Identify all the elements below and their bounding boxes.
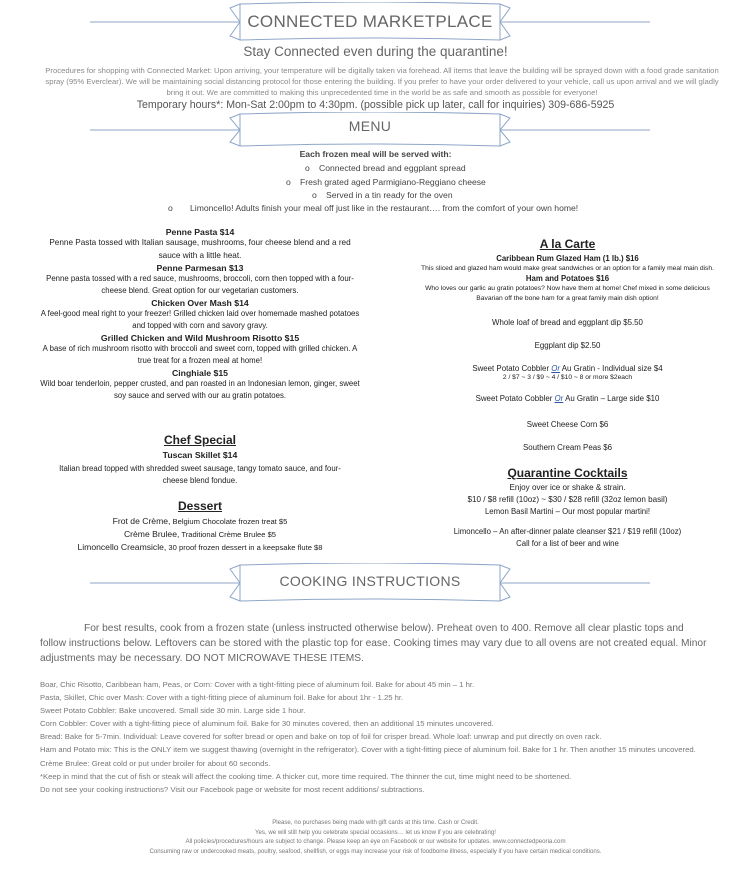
entree-name: Cinghiale $15 (171, 368, 228, 379)
alacarte-cobbler-large: Sweet Potato Cobbler Or Au Gratin – Large side $10 (475, 394, 660, 403)
procedures-text: Procedures for shopping with Connected Market: Upon arriving, your temperature will be digitally taken via forehead. All items that leave the building will be sprayed down with a food grade sanitation spray (95% Everclear). We will be maintaining social distancing protocol for those entering the building. If you prefer to have your order delivered to your vehicle, call us upon arrival and we will gladly bring it out. We are committed to making this unprecedented time in the world be as safe and smooth as possible for everyone! (45, 66, 719, 98)
cooking-banner (90, 563, 650, 603)
entree-name: Chicken Over Mash $14 (151, 298, 249, 309)
cooking-intro: For best results, cook from a frozen state (unless instructed otherwise below). Preheat oven to 400. Remove all clear plastic tops and follow instructions below. Leftovers can be stored with the plastic top for ease. Cooking times may vary due to all ovens are not created equal. Minor adjustments may be necessary. DO NOT MICROWAVE THESE ITEMS. (40, 623, 707, 665)
dessert-item: Crème Brulee, Traditional Crème Brulee $5 (123, 529, 277, 539)
footer-line: Yes, we will still help you celebrate special occasions… let us know if you are celebrating! (255, 828, 496, 836)
cocktails-section (410, 466, 725, 548)
chef-special-heading: Chef Special (163, 433, 237, 447)
menu-bullet: o Connected bread and eggplant spread (305, 163, 466, 173)
hours-text: Temporary hours*: Mon-Sat 2:00pm to 4:30pm. (possible pick up later, call for inquiries) 309-686-5925 (136, 99, 615, 111)
dessert-item: Limoncello Creamsicle, 30 proof frozen dessert in a keepsake flute $8 (77, 542, 323, 552)
cocktails-line: Call for a list of beer and wine (516, 539, 619, 548)
cooking-title: COOKING INSTRUCTIONS (279, 573, 461, 589)
menu-bullet: o Fresh grated aged Parmigiano-Reggiano cheese (286, 177, 486, 187)
dessert-item: Frot de Crème, Belgium Chocolate frozen treat $5 (112, 516, 288, 526)
cooking-line: Sweet Potato Cobbler: Bake uncovered. Small side 30 min. Large side 1 hour. (40, 706, 306, 716)
cocktails-line: Lemon Basil Martini – Our most popular martini! (484, 507, 651, 516)
alacarte-peas: Southern Cream Peas $6 (522, 443, 613, 452)
entree-name: Grilled Chicken and Wild Mushroom Risotto $15 (100, 333, 300, 344)
alacarte-item-desc: This sliced and glazed ham would make great sandwiches or an option for a family meal main dish. (421, 265, 714, 272)
cooking-line: Corn Cobbler: Cover with a tight-fitting piece of aluminum foil. Bake for 30 minutes covered, then an additional 15 minutes uncovered. (40, 719, 494, 729)
cocktails-line: $10 / $8 refill (10oz) ~ $30 / $28 refill (32oz lemon basil) (467, 495, 668, 504)
cooking-line: Pasta, Skillet, Chic over Mash: Cover with a tight-fitting piece of aluminum foil. Bake for about 1hr - 1.25 hr. (40, 693, 404, 703)
entree-name: Penne Pasta $14 (165, 227, 235, 237)
menu-title: MENU (348, 118, 392, 134)
entree-desc: Wild boar tenderloin, pepper crusted, and pan roasted in an Indonesian lemon, ginger, sweet soy sauce and served with our au gratin potatoes. (40, 379, 360, 401)
cooking-line: Ham and Potato mix: This is the ONLY item we suggest thawing (overnight in the refrigerator). Cover with a tight-fitting piece of aluminum foil. Bake for 1 hr. Then another 15 minutes uncovered. (40, 745, 696, 755)
cooking-line: Bread: Bake for 5-7min. Individual: Leave covered for softer bread or open and bake on top of foil for crisper bread. Whole loaf: unwrap and put directly on oven rack. (40, 732, 602, 742)
footer-line: All policies/procedures/hours are subject to change. Please keep an eye on Facebook or our website for updates. www.connectedpeoria.com (185, 838, 566, 846)
dessert-heading: Dessert (177, 499, 223, 513)
alacarte-section (410, 237, 725, 304)
chef-special-section (40, 433, 360, 488)
entree-desc: Penne pasta tossed with a red sauce, mushrooms, broccoli, corn then topped with a four-cheese blend. Great option for our vegetarian customers. (46, 274, 354, 296)
menu-banner (90, 112, 650, 152)
entree-desc: A feel-good meal right to your freezer! Grilled chicken laid over homemade mashed potatoes and topped with corn and savory gravy. (40, 309, 360, 331)
subtitle: Stay Connected even during the quarantine! (243, 44, 508, 59)
cooking-list (40, 678, 740, 796)
cooking-line: Do not see your cooking instructions? Visit our Facebook page or website for most recent additions/ subtractions. (40, 784, 425, 794)
cooking-line: Crème Brulee: Great cold or put under broiler for about 60 seconds. (40, 758, 271, 768)
menu-intro: Each frozen meal will be served with: (299, 149, 452, 159)
cooking-line: Boar, Chic Risotto, Caribbean ham, Peas, or Corn: Cover with a tight-fitting piece of aluminum foil. Bake for about 45 min – 1 hr. (40, 680, 475, 689)
alacarte-cobbler-pricing: 2 / $7 ~ 3 / $9 ~ 4 / $10 ~ 8 or more $2each (502, 374, 633, 381)
chef-special-name: Tuscan Skillet $14 (162, 450, 238, 460)
chef-special-desc: Italian bread topped with shredded sweet sausage, tangy tomato sauce, and four-cheese blend fondue. (59, 464, 341, 486)
alacarte-cobbler-small: Sweet Potato Cobbler Or Au Gratin - Individual size $4 (472, 364, 663, 373)
entree-name: Penne Parmesan $13 (156, 263, 244, 274)
alacarte-heading: A la Carte (539, 237, 596, 251)
entree-desc: A base of rich mushroom risotto with broccoli and sweet corn, topped with grilled chicken. A true treat for a frozen meal at home! (42, 344, 358, 366)
footer (0, 818, 751, 856)
dessert-section (40, 499, 360, 554)
alacarte-item-name: Ham and Potatoes $16 (525, 274, 610, 283)
alacarte-item-name: Caribbean Rum Glazed Ham (1 lb.) $16 (496, 254, 639, 263)
menu-bullet: o Limoncello! Adults finish your meal off just like in the restaurant…. from the comfort of your own home! (168, 203, 579, 213)
alacarte-dip: Eggplant dip $2.50 (534, 341, 601, 350)
entree-desc: Penne Pasta tossed with Italian sausage, mushrooms, four cheese blend and a red sauce with a little heat. (49, 238, 351, 260)
footer-line: Consuming raw or undercooked meats, poultry, seafood, shellfish, or eggs may increase your risk of foodborne illness, especially if you have certain medical conditions. (149, 847, 602, 855)
alacarte-item-desc: Who loves our garlic au gratin potatoes? Now have them at home! Chef mixed in some delicious Bavarian off the bone ham for a great family main dish option! (425, 285, 710, 302)
cocktails-line: Enjoy over ice or shake & strain. (509, 483, 626, 492)
footer-line: Please, no purchases being made with gift cards at this time. Cash or Credit. (272, 819, 479, 826)
menu-bullet: o Served in a tin ready for the oven (312, 190, 453, 200)
alacarte-corn: Sweet Cheese Corn $6 (526, 420, 609, 429)
entree-list (40, 227, 360, 402)
cocktails-heading: Quarantine Cocktails (507, 466, 628, 480)
alacarte-bread: Whole loaf of bread and eggplant dip $5.50 (492, 318, 643, 327)
cooking-line: *Keep in mind that the cut of fish or steak will affect the cooking time. A thicker cut, more time required. The thinner the cut, time might need to be shortened. (40, 771, 572, 781)
page-title: CONNECTED MARKETPLACE (247, 12, 493, 31)
title-banner (90, 2, 650, 42)
cocktails-line: Limoncello – An after-dinner palate cleanser $21 / $19 refill (10oz) (453, 527, 682, 536)
